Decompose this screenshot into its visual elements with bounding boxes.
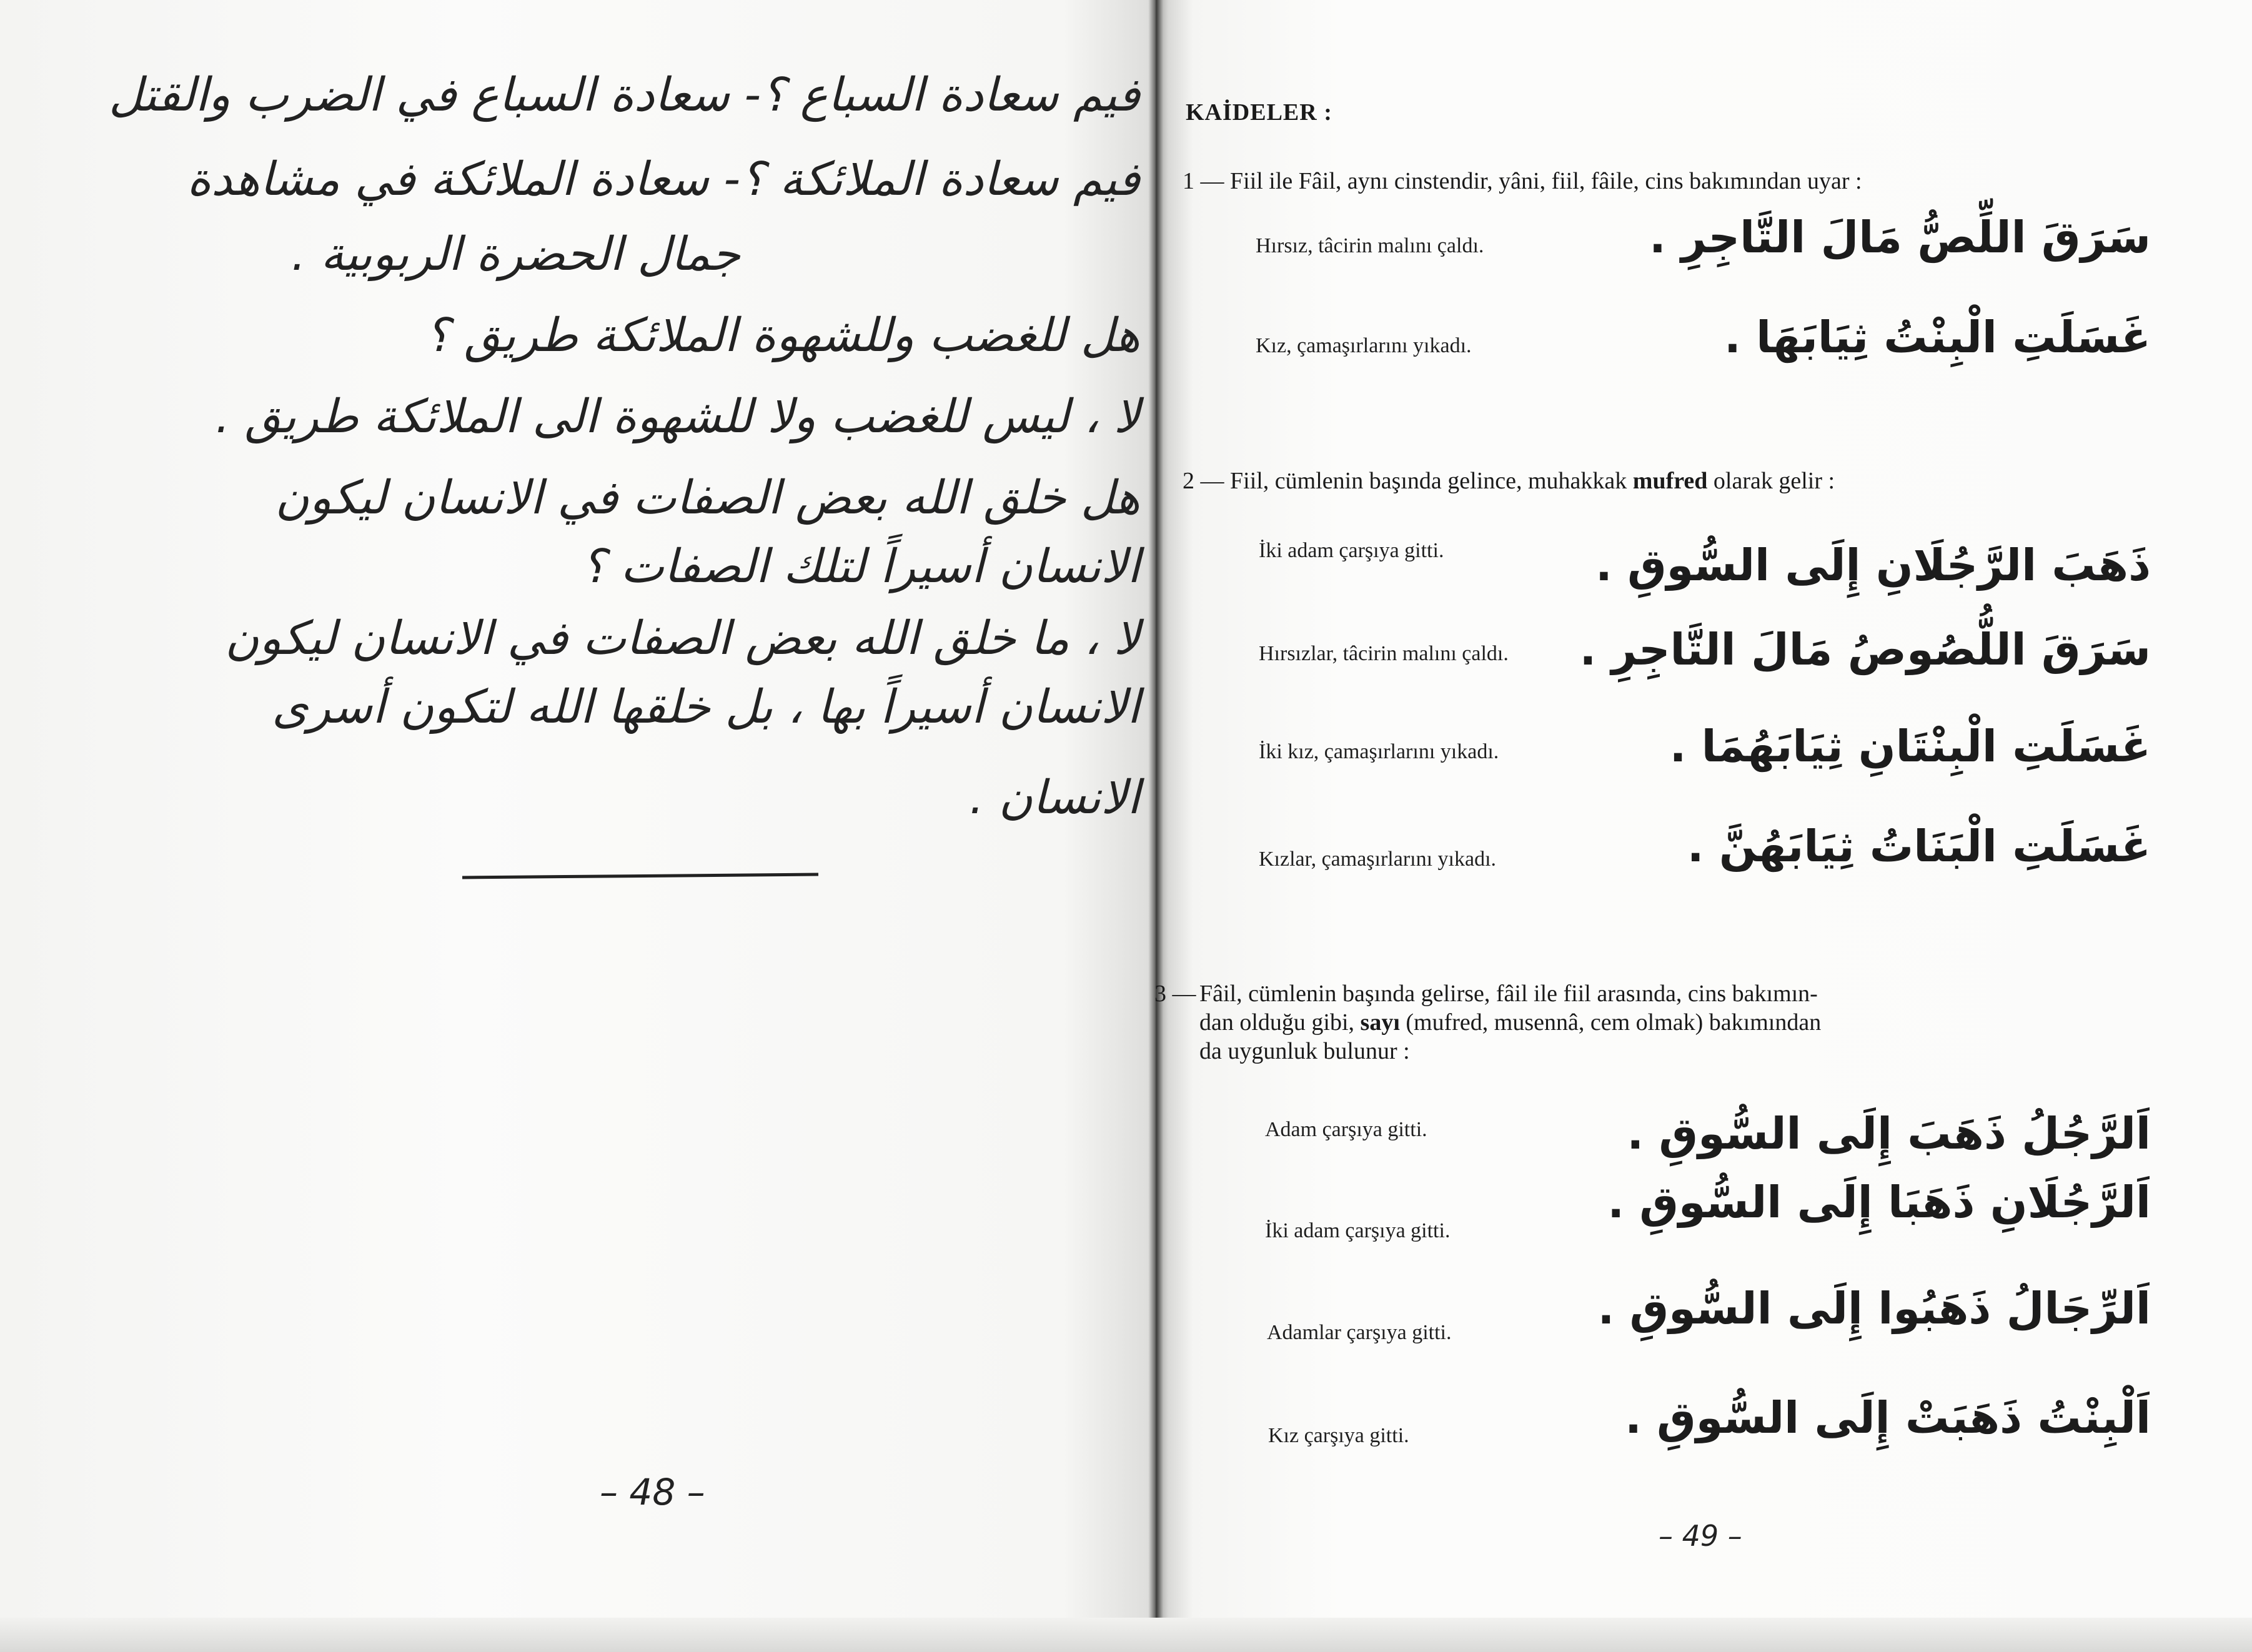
rule-2-keyword: mufred	[1632, 468, 1708, 494]
rule-3-number: 3 —	[1154, 981, 1196, 1007]
book-gutter	[1148, 0, 1163, 1652]
left-line-4: هل للغضب وللشهوة الملائكة طريق ؟	[425, 309, 1140, 362]
rule-3-example-1-tr: Adam çarşıya gitti.	[1265, 1118, 1427, 1141]
rule-3-example-3-ar: اَلرِّجَالُ ذَهَبُوا إِلَى السُّوقِ .	[1597, 1283, 2151, 1334]
rule-2-example-2-ar: سَرَقَ اللُّصُوصُ مَالَ التَّاجِرِ .	[1579, 624, 2151, 675]
rule-2-text-a: Fiil, cümlenin başında gelince, muhakkak	[1230, 468, 1633, 494]
left-line-5: لا ، ليس للغضب ولا للشهوة الى الملائكة طريق .	[215, 390, 1140, 443]
rules-heading: KAİDELER :	[1186, 99, 1332, 126]
rule-3	[1154, 979, 2123, 1066]
rule-3-line-1: Fâil, cümlenin başında gelirse, fâil ile fiil arasında, cins bakımın-	[1199, 981, 1818, 1007]
left-line-10: الانسان .	[969, 771, 1140, 824]
rule-3-line-2c: (mufred, musennâ, cem olmak) bakımından	[1399, 1009, 1822, 1036]
rule-1-example-2-ar: غَسَلَتِ الْبِنْتُ ثِيَابَهَا .	[1724, 312, 2151, 363]
rule-2-text-c: olarak gelir :	[1707, 468, 1835, 494]
rule-3-line-3: da uygunluk bulunur :	[1199, 1038, 1410, 1064]
left-line-7: الانسان أسيراً لتلك الصفات ؟	[581, 540, 1140, 593]
rule-3-line-2a: dan olduğu gibi,	[1199, 1009, 1361, 1036]
rule-2-example-2-tr: Hırsızlar, tâcirin malını çaldı.	[1259, 642, 1509, 665]
rule-3-example-4-ar: اَلْبِنْتُ ذَهَبَتْ إِلَى السُّوقِ .	[1625, 1392, 2151, 1443]
rule-2-example-3-ar: غَسَلَتِ الْبِنْتَانِ ثِيَابَهُمَا .	[1669, 721, 2151, 772]
right-page-number: – 49 –	[1659, 1519, 1742, 1553]
rule-1-text: Fiil ile Fâil, aynı cinstendir, yâni, fiil, fâile, cins bakımından uyar :	[1230, 168, 1862, 194]
left-page-number: – 48 –	[600, 1471, 705, 1513]
rule-3-line-2	[1192, 1008, 2123, 1037]
rule-3-keyword: sayı	[1360, 1009, 1400, 1036]
rule-2-example-4-ar: غَسَلَتِ الْبَنَاتُ ثِيَابَهُنَّ .	[1687, 821, 2151, 872]
rule-2-example-1-ar: ذَهَبَ الرَّجُلَانِ إِلَى السُّوقِ .	[1595, 540, 2151, 591]
left-line-6: هل خلق الله بعض الصفات في الانسان ليكون	[275, 471, 1140, 525]
left-line-3: جمال الحضرة الربوبية .	[291, 227, 740, 281]
rule-1	[1183, 167, 1862, 196]
page-bottom-edge	[0, 1618, 2252, 1652]
left-line-1: فيم سعادة السباع ؟- سعادة السباع في الضرب والقتل	[109, 68, 1140, 122]
rule-1-example-1-tr: Hırsız, tâcirin malını çaldı.	[1256, 234, 1484, 257]
rule-2-example-1-tr: İki adam çarşıya gitti.	[1259, 539, 1444, 562]
left-line-2: فيم سعادة الملائكة ؟- سعادة الملائكة في مشاهدة	[187, 152, 1140, 206]
rule-1-number: 1 —	[1183, 168, 1224, 194]
rule-3-example-3-tr: Adamlar çarşıya gitti.	[1267, 1321, 1452, 1344]
rule-3-example-4-tr: Kız çarşıya gitti.	[1268, 1424, 1409, 1447]
rule-3-example-2-tr: İki adam çarşıya gitti.	[1265, 1219, 1451, 1242]
left-line-8: لا ، ما خلق الله بعض الصفات في الانسان ليكون	[225, 611, 1140, 665]
rule-3-example-1-ar: اَلرَّجُلُ ذَهَبَ إِلَى السُّوقِ .	[1627, 1108, 2151, 1159]
rule-2-number: 2 —	[1183, 468, 1224, 494]
rule-3-example-2-ar: اَلرَّجُلَانِ ذَهَبَا إِلَى السُّوقِ .	[1607, 1177, 2151, 1228]
left-line-9: الانسان أسيراً بها ، بل خلقها الله لتكون أسرى	[272, 680, 1140, 734]
rule-2-example-4-tr: Kızlar, çamaşırlarını yıkadı.	[1259, 848, 1497, 871]
rule-1-example-1-ar: سَرَقَ اللِّصُّ مَالَ التَّاجِرِ .	[1649, 212, 2151, 263]
rule-2-example-3-tr: İki kız, çamaşırlarını yıkadı.	[1259, 740, 1499, 763]
rule-2	[1183, 467, 1835, 496]
rule-1-example-2-tr: Kız, çamaşırlarını yıkadı.	[1256, 334, 1472, 357]
